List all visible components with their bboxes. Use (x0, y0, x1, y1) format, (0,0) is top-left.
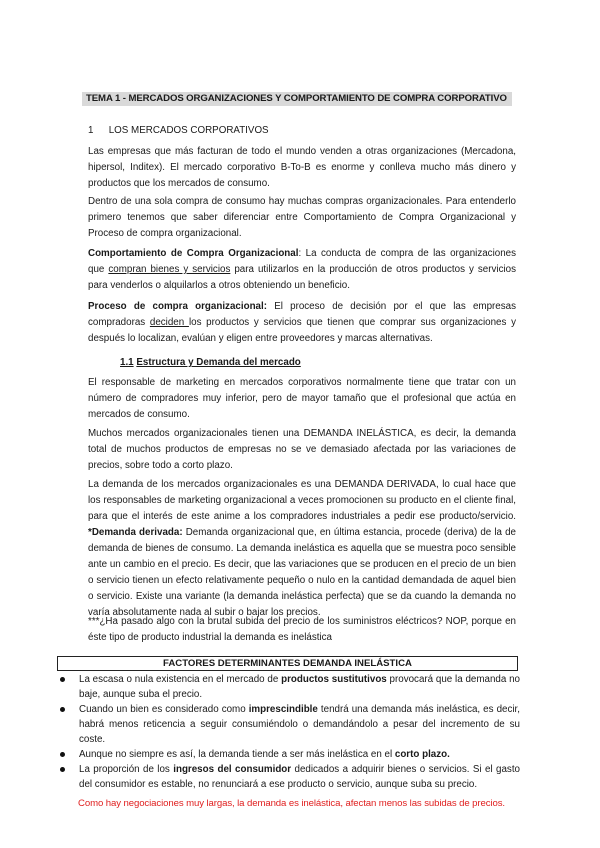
item-text: provocará que la demanda no baje, aunque suba el precio. (79, 674, 520, 700)
paragraph-nota-electrica: ***¿Ha pasado algo con la brutal subida del precio de los suministros eléctricos? NOP, porque en éste tipo de producto industrial la demanda es inelástica (88, 616, 516, 643)
term-proceso: Proceso de compra organizacional: (88, 301, 267, 312)
paragraph-derivada (88, 477, 516, 621)
bullet-icon (60, 707, 65, 712)
paragraph-text: El proceso de decisión por el que las empresas compradoras (88, 301, 516, 328)
item-bold: corto plazo. (394, 749, 450, 760)
paragraph-responsable: El responsable de marketing en mercados corporativos normalmente tiene que tratar con un número de compradores muy inferior, pero de mayor tamaño que el profesional que actúa en mercados de consumo. (88, 377, 516, 420)
section-label: LOS MERCADOS CORPORATIVOS (108, 125, 269, 136)
factores-box-title: FACTORES DETERMINANTES DEMANDA INELÁSTICA (57, 656, 518, 671)
term-comportamiento: Comportamiento de Compra Organizacional (88, 248, 299, 259)
item-bold: ingresos del consumidor (173, 764, 292, 775)
item-text: Cuando un bien es considerado como (79, 704, 249, 715)
subsection-number: 1.1 (120, 357, 134, 368)
term-demanda-derivada: *Demanda derivada: (88, 527, 183, 538)
underlined-text: deciden (149, 317, 189, 328)
paragraph-text: los productos y servicios que tienen que comprar sus organizaciones y después lo localizan, evalúan y eligen entre proveedores y marcas alternativas. (88, 317, 516, 344)
item-text: La proporción de los (79, 764, 174, 775)
factores-list (58, 672, 520, 792)
section-number: 1 (88, 125, 94, 136)
bullet-icon (60, 677, 65, 682)
paragraph-text: para utilizarlos en la producción de otros productos y servicios para venderlos o alquilarlos a otros obteniendo un beneficio. (88, 264, 516, 291)
list-item (58, 702, 520, 747)
red-note: Como hay negociaciones muy largas, la demanda es inelástica, afectan menos las subidas de precios. (78, 798, 505, 809)
subsection-heading (120, 355, 301, 370)
paragraph-text: La demanda de los mercados organizacionales es una DEMANDA DERIVADA, lo cual hace que los responsables de marketing organizacional a veces promocionen su producto en el cliente final, para que el interés de este anime a los compradores industriales a pedir ese producto/servicio. (88, 479, 516, 522)
document-title: TEMA 1 - MERCADOS ORGANIZACIONES Y COMPORTAMIENTO DE COMPRA CORPORATIVO (82, 92, 512, 106)
paragraph-inelastica: Muchos mercados organizacionales tienen una DEMANDA INELÁSTICA, es decir, la demanda total de muchos productos de empresas no se ve demasiado afectada por las variaciones de precios, sobre todo a corto plazo. (88, 428, 516, 471)
paragraph-text: : La conducta de compra de las organizaciones que (88, 248, 517, 275)
list-item (58, 747, 520, 762)
item-text: tendrá una demanda más inelástica, es decir, habrá menos reticencia a seguir consumiéndolo o demandándolo a pesar del incremento de su coste. (79, 704, 520, 745)
list-item (58, 672, 520, 702)
paragraph-comportamiento (88, 246, 516, 294)
item-text: Aunque no siempre es así, la demanda tiende a ser más inelástica en el (79, 749, 395, 760)
subsection-label: Estructura y Demanda del mercado (136, 357, 301, 368)
section-heading (88, 123, 269, 138)
paragraph-text: Demanda organizacional que, en última estancia, procede (deriva) de la de demanda de bienes de consumo. La demanda inelástica es aquella que se muestra poco sensible ante un cambio en el precio. Es decir, que las variaciones que se producen en el precio de un bien o servicio tienen un efecto relativamente pequeño o nulo en la cantidad demandada de aquel bien o servicio. Existe una variante (la demanda inelástica perfecta) que se da cuando la demanda no varía absolutamente nada al subir o bajar los precios. (88, 527, 517, 618)
paragraph-proceso (88, 299, 516, 347)
underlined-text: compran bienes y servicios (108, 264, 231, 275)
item-bold: imprescindible (248, 704, 318, 715)
item-text: La escasa o nula existencia en el mercado de (79, 674, 282, 685)
bullet-icon (60, 767, 65, 772)
list-item (58, 762, 520, 792)
paragraph-compra-consumo: Dentro de una sola compra de consumo hay muchas compras organizacionales. Para entenderlo primero tenemos que saber diferenciar entre Comportamiento de Compra Organizacional y Proceso de compra organizacional. (88, 196, 516, 239)
item-text: dedicados a adquirir bienes o servicios. Si el gasto del consumidor es estable, no renunciará a ese producto o servicio, aunque suba su precio. (79, 764, 520, 790)
paragraph-intro: Las empresas que más facturan de todo el mundo venden a otras organizaciones (Mercadona, hipersol, Inditex). El mercado corporativo B-To-B es enorme y conlleva mucho más dinero y productos que los mercados de consumo. (88, 146, 516, 189)
item-bold: productos sustitutivos (281, 674, 387, 685)
bullet-icon (60, 752, 65, 757)
